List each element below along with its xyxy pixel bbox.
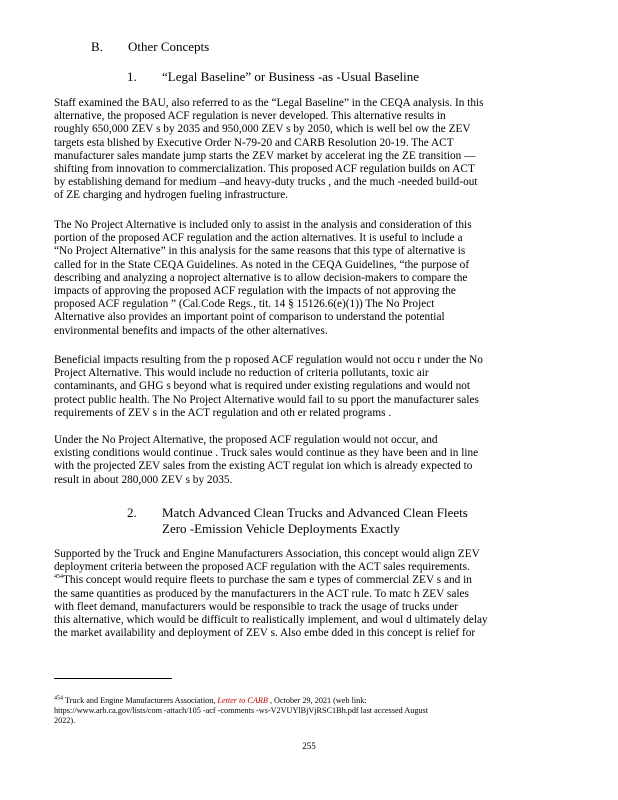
footnote (54, 696, 568, 726)
page-number: 255 (302, 741, 316, 751)
text-line: describing and analyzing a noproject alternative is to allow decision-makers to compare the (54, 271, 468, 284)
text-line: by establishing demand for medium –and heavy-duty trucks , and the much -needed build-out (54, 176, 478, 189)
text-line: with fleet demand, manufacturers would be responsible to track the usage of trucks under (54, 600, 459, 613)
text-line: existing conditions would continue . Truck sales would continue as they have been and in line (54, 447, 479, 460)
paragraph-no-project (54, 219, 568, 338)
footnote-letter-link[interactable]: Letter to CARB (217, 696, 268, 705)
text-line: “No Project Alternative” in this analysis for the same reasons that this type of alternative is (54, 245, 466, 258)
text-line: shifting from innovation to commercialization. This proposed ACF regulation builds on ACT (54, 163, 475, 176)
text-line (54, 574, 568, 587)
footnote-mark: 454 (54, 695, 63, 702)
footnote-line: 2022). (54, 716, 76, 725)
footnote-line (54, 696, 568, 706)
text-line: the same quantities as produced by the manufacturers in the ACT rule. To matc h ZEV sales (54, 587, 469, 600)
text-line: proposed ACF regulation ” (Cal.Code Regs., tit. 14 § 15126.6(e)(1)) The No Project (54, 298, 435, 311)
text-line: result in about 280,000 ZEV s by 2035. (54, 473, 233, 486)
subsection-1-number: 1. (127, 69, 137, 84)
footnote-reference[interactable]: 454 (54, 574, 63, 581)
text-line: Under the No Project Alternative, the proposed ACF regulation would not occur, and (54, 434, 438, 446)
text-line: protect public health. The No Project Alternative would fail to su pport the manufacturer sales (54, 393, 479, 406)
text-line: the market availability and deployment of ZEV s. Also embe dded in this concept is relief for (54, 627, 476, 640)
footnote-divider (54, 678, 172, 679)
paragraph-legal-baseline (54, 97, 568, 203)
paragraph-under-no-project (54, 434, 568, 487)
text-line: environmental benefits and impacts of the other alternatives. (54, 324, 328, 337)
text-line: Supported by the Truck and Engine Manufacturers Association, this concept would align ZEV (54, 548, 480, 560)
text-line: Alternative also provides an important point of comparison to understand the potential (54, 311, 445, 324)
text-line: deployment criteria between the proposed ACF regulation with the ACT sales requirements. (54, 561, 470, 574)
subsection-1-title: “Legal Baseline” or Business -as -Usual Baseline (162, 69, 420, 84)
subsection-2-number: 2. (127, 505, 137, 520)
text-line: called for in the State CEQA Guidelines. As noted in the CEQA Guidelines, “the purpose of (54, 258, 470, 271)
text-line: Staff examined the BAU, also referred to as the “Legal Baseline” in the CEQA analysis. In this (54, 97, 484, 109)
text-line: this alternative, which would be difficult to realistically implement, and woul d ultimately delay (54, 614, 488, 627)
text-line: with the projected ZEV sales from the existing ACT regulat ion which is already expected to (54, 460, 473, 473)
text-line: requirements of ZEV s in the ACT regulation and oth er related programs . (54, 406, 392, 419)
footnote-text: Truck and Engine Manufacturers Association, (64, 696, 218, 705)
text-line: Project Alternative. This would include no reduction of criteria pollutants, toxic air (54, 367, 429, 380)
text-line: impacts of approving the proposed ACF regulation with the impacts of not approving the (54, 285, 456, 298)
section-letter: B. (91, 39, 103, 54)
subsection-2-title-line2: Zero -Emission Vehicle Deployments Exactly (162, 521, 401, 536)
paragraph-match-act (54, 548, 568, 640)
subsection-2-title-line1: Match Advanced Clean Trucks and Advanced Clean Fleets (162, 505, 468, 520)
text-line: The No Project Alternative is included only to assist in the analysis and consideration of this (54, 219, 472, 231)
footnote-url[interactable]: https://www.arb.ca.gov/lists/com -attach/105 -acf -comments -ws-V2VUYlBjVjRSC1Bh.pdf last accessed August (54, 706, 428, 715)
text-line: portion of the proposed ACF regulation and the action alternatives. It is useful to include a (54, 232, 463, 245)
footnote-text: , October 29, 2021 (web link: (267, 696, 367, 705)
section-title: Other Concepts (128, 39, 210, 54)
text-line: targets esta blished by Executive Order N-79-20 and CARB Resolution 20-19. The ACT (54, 136, 454, 149)
paragraph-beneficial-impacts (54, 354, 568, 420)
text-line: alternative, the proposed ACF regulation is never developed. This alternative results in (54, 110, 446, 123)
text-span: This concept would require fleets to purchase the sam e types of commercial ZEV s and in (63, 574, 472, 587)
text-line: contaminants, and GHG s beyond what is required under existing regulations and would not (54, 380, 471, 393)
text-line: roughly 650,000 ZEV s by 2035 and 950,000 ZEV s by 2050, which is well bel ow the ZEV (54, 123, 471, 136)
text-line: manufacturer sales mandate jump starts the ZEV market by accelerat ing the ZE transition — (54, 149, 476, 162)
text-line: of ZE charging and hydrogen fueling infrastructure. (54, 189, 289, 202)
text-line: Beneficial impacts resulting from the p roposed ACF regulation would not occu r under the No (54, 354, 483, 366)
